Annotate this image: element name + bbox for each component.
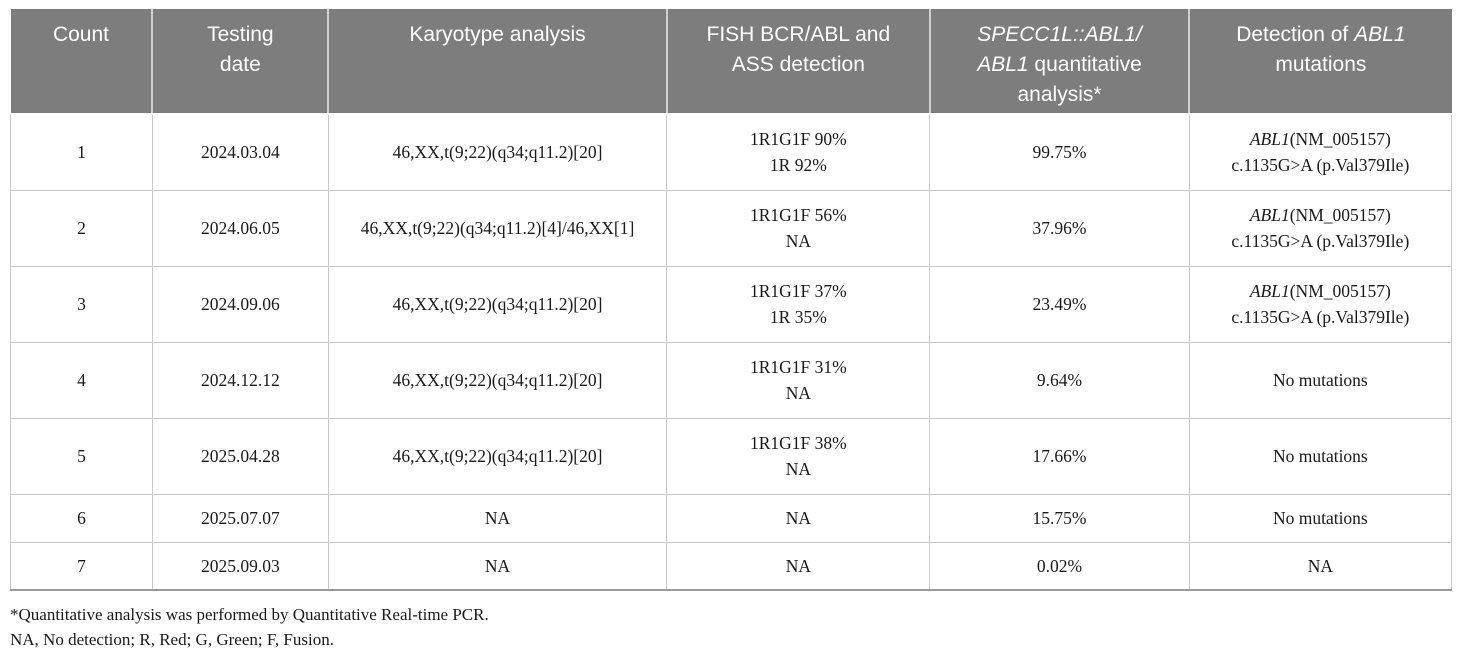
cell-date: 2024.09.06	[152, 266, 328, 342]
cell-quantitative: 15.75%	[930, 494, 1189, 542]
cell-karyotype: 46,XX,t(9;22)(q34;q11.2)[20]	[328, 342, 667, 418]
table-row	[11, 494, 1452, 542]
cell-mutations: No mutations	[1189, 418, 1451, 494]
cell-count: 5	[11, 418, 153, 494]
cell-fish: 1R1G1F 31% NA	[667, 342, 930, 418]
cell-fish: 1R1G1F 90% 1R 92%	[667, 114, 930, 190]
cell-karyotype: 46,XX,t(9;22)(q34;q11.2)[20]	[328, 114, 667, 190]
cell-fish: 1R1G1F 56% NA	[667, 190, 930, 266]
table-row	[11, 114, 1452, 190]
table-row	[11, 542, 1452, 590]
cell-count: 1	[11, 114, 153, 190]
column-header-karyotype: Karyotype analysis	[328, 9, 667, 114]
cell-fish: 1R1G1F 37% 1R 35%	[667, 266, 930, 342]
cell-date: 2025.09.03	[152, 542, 328, 590]
header-row	[11, 9, 1452, 114]
table-row	[11, 190, 1452, 266]
cell-count: 7	[11, 542, 153, 590]
table-row	[11, 418, 1452, 494]
cell-quantitative: 0.02%	[930, 542, 1189, 590]
cell-fish: 1R1G1F 38% NA	[667, 418, 930, 494]
cell-quantitative: 37.96%	[930, 190, 1189, 266]
cell-date: 2024.03.04	[152, 114, 328, 190]
cell-count: 2	[11, 190, 153, 266]
cell-date: 2025.04.28	[152, 418, 328, 494]
cell-mutations: ABL1(NM_005157) c.1135G>A (p.Val379Ile)	[1189, 266, 1451, 342]
footnote-quantitative: *Quantitative analysis was performed by Quantitative Real-time PCR.	[10, 605, 489, 624]
column-header-mutations: Detection of ABL1 mutations	[1189, 9, 1451, 114]
column-header-count: Count	[11, 9, 153, 114]
footnotes	[10, 602, 1452, 652]
cell-mutations: No mutations	[1189, 494, 1451, 542]
footnote-abbreviations: NA, No detection; R, Red; G, Green; F, Fusion.	[10, 630, 334, 649]
cell-karyotype: 46,XX,t(9;22)(q34;q11.2)[20]	[328, 266, 667, 342]
cell-count: 4	[11, 342, 153, 418]
column-header-quantitative: SPECC1L::ABL1/ ABL1 quantitative analysis*	[930, 9, 1189, 114]
cell-karyotype: NA	[328, 494, 667, 542]
cell-quantitative: 17.66%	[930, 418, 1189, 494]
cell-count: 6	[11, 494, 153, 542]
table-header	[11, 9, 1452, 114]
cell-quantitative: 99.75%	[930, 114, 1189, 190]
cell-count: 3	[11, 266, 153, 342]
cell-date: 2024.12.12	[152, 342, 328, 418]
cell-date: 2025.07.07	[152, 494, 328, 542]
results-table	[10, 9, 1452, 591]
cell-fish: NA	[667, 542, 930, 590]
cell-quantitative: 9.64%	[930, 342, 1189, 418]
cell-mutations: ABL1(NM_005157) c.1135G>A (p.Val379Ile)	[1189, 190, 1451, 266]
cell-date: 2024.06.05	[152, 190, 328, 266]
column-header-testing-date: Testing date	[152, 9, 328, 114]
table-body	[11, 114, 1452, 590]
column-header-fish: FISH BCR/ABL and ASS detection	[667, 9, 930, 114]
cell-mutations: NA	[1189, 542, 1451, 590]
cell-karyotype: 46,XX,t(9;22)(q34;q11.2)[4]/46,XX[1]	[328, 190, 667, 266]
cell-karyotype: 46,XX,t(9;22)(q34;q11.2)[20]	[328, 418, 667, 494]
cell-fish: NA	[667, 494, 930, 542]
table-row	[11, 266, 1452, 342]
table-row	[11, 342, 1452, 418]
cell-mutations: No mutations	[1189, 342, 1451, 418]
cell-karyotype: NA	[328, 542, 667, 590]
cell-quantitative: 23.49%	[930, 266, 1189, 342]
cell-mutations: ABL1(NM_005157) c.1135G>A (p.Val379Ile)	[1189, 114, 1451, 190]
